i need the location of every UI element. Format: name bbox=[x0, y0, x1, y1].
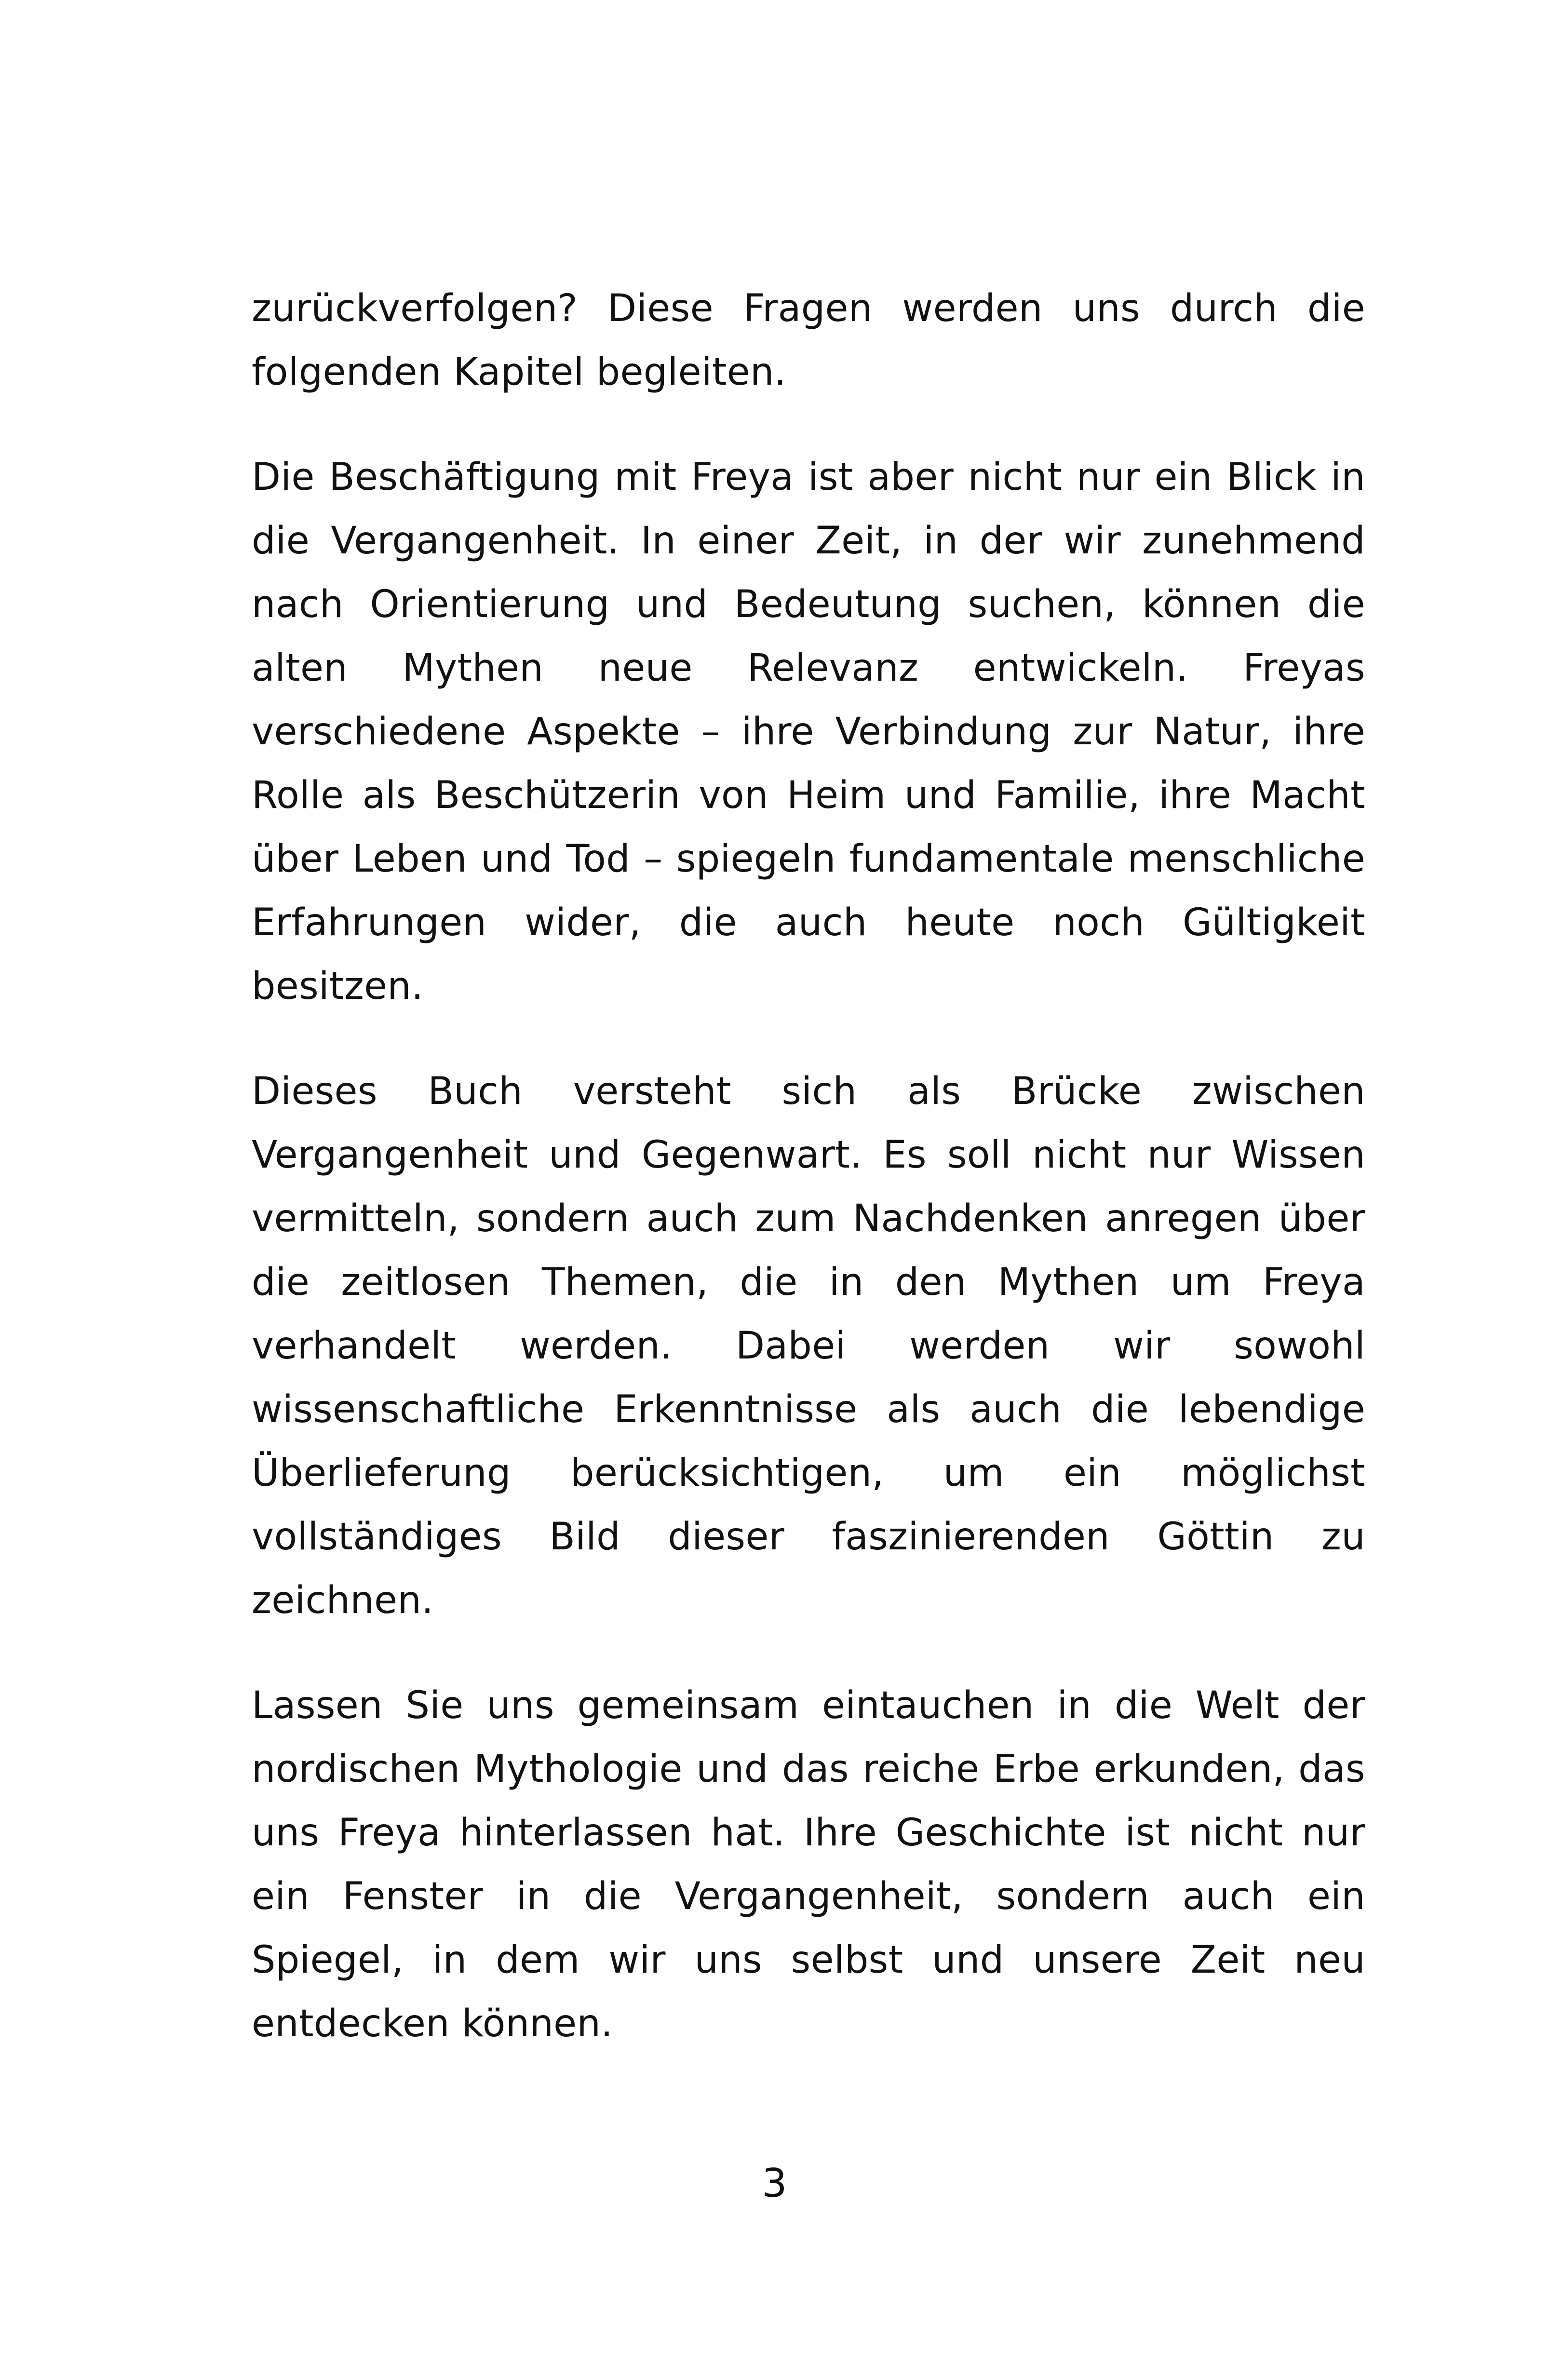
paragraph-4: Lassen Sie uns gemeinsam eintauchen in die Welt der nordischen Mythologie und das reiche Erbe erkunden, das uns Freya hinterlassen hat. Ihre Geschichte ist nicht nur ein Fenster in die Vergangenheit, sondern auch ein Spiegel, in dem wir uns selbst und unsere Zeit neu entdecken können. bbox=[252, 1684, 1365, 2045]
paragraph-3: Dieses Buch versteht sich als Brücke zwischen Vergangenheit und Gegenwart. Es soll nicht nur Wissen vermitteln, sondern auch zum Nachdenken anregen über die zeitlosen Themen, die in den Mythen um Freya verhandelt werden. Dabei werden wir sowohl wissenschaftliche Erkenntnisse als auch die lebendige Überlieferung berücksichtigen, um ein möglichst vollständiges Bild dieser faszinierenden Göttin zu zeichnen. bbox=[252, 1070, 1365, 1622]
page-number: 3 bbox=[762, 2161, 787, 2206]
paragraph-2: Die Beschäftigung mit Freya ist aber nicht nur ein Blick in die Vergangenheit. In einer Zeit, in der wir zunehmend nach Orientierung und Bedeutung suchen, können die alten Mythen neue Relevanz entwickeln. Freyas verschiedene Aspekte – ihre Verbindung zur Natur, ihre Rolle als Beschützerin von Heim und Familie, ihre Macht über Leben und Tod – spiegeln fundamentale menschliche Erfahrungen wider, die auch heute noch Gültigkeit besitzen. bbox=[252, 456, 1365, 1008]
paragraph-1: zurückverfolgen? Diese Fragen werden uns durch die folgenden Kapitel begleiten. bbox=[252, 287, 1365, 394]
body-text bbox=[252, 277, 1365, 2097]
